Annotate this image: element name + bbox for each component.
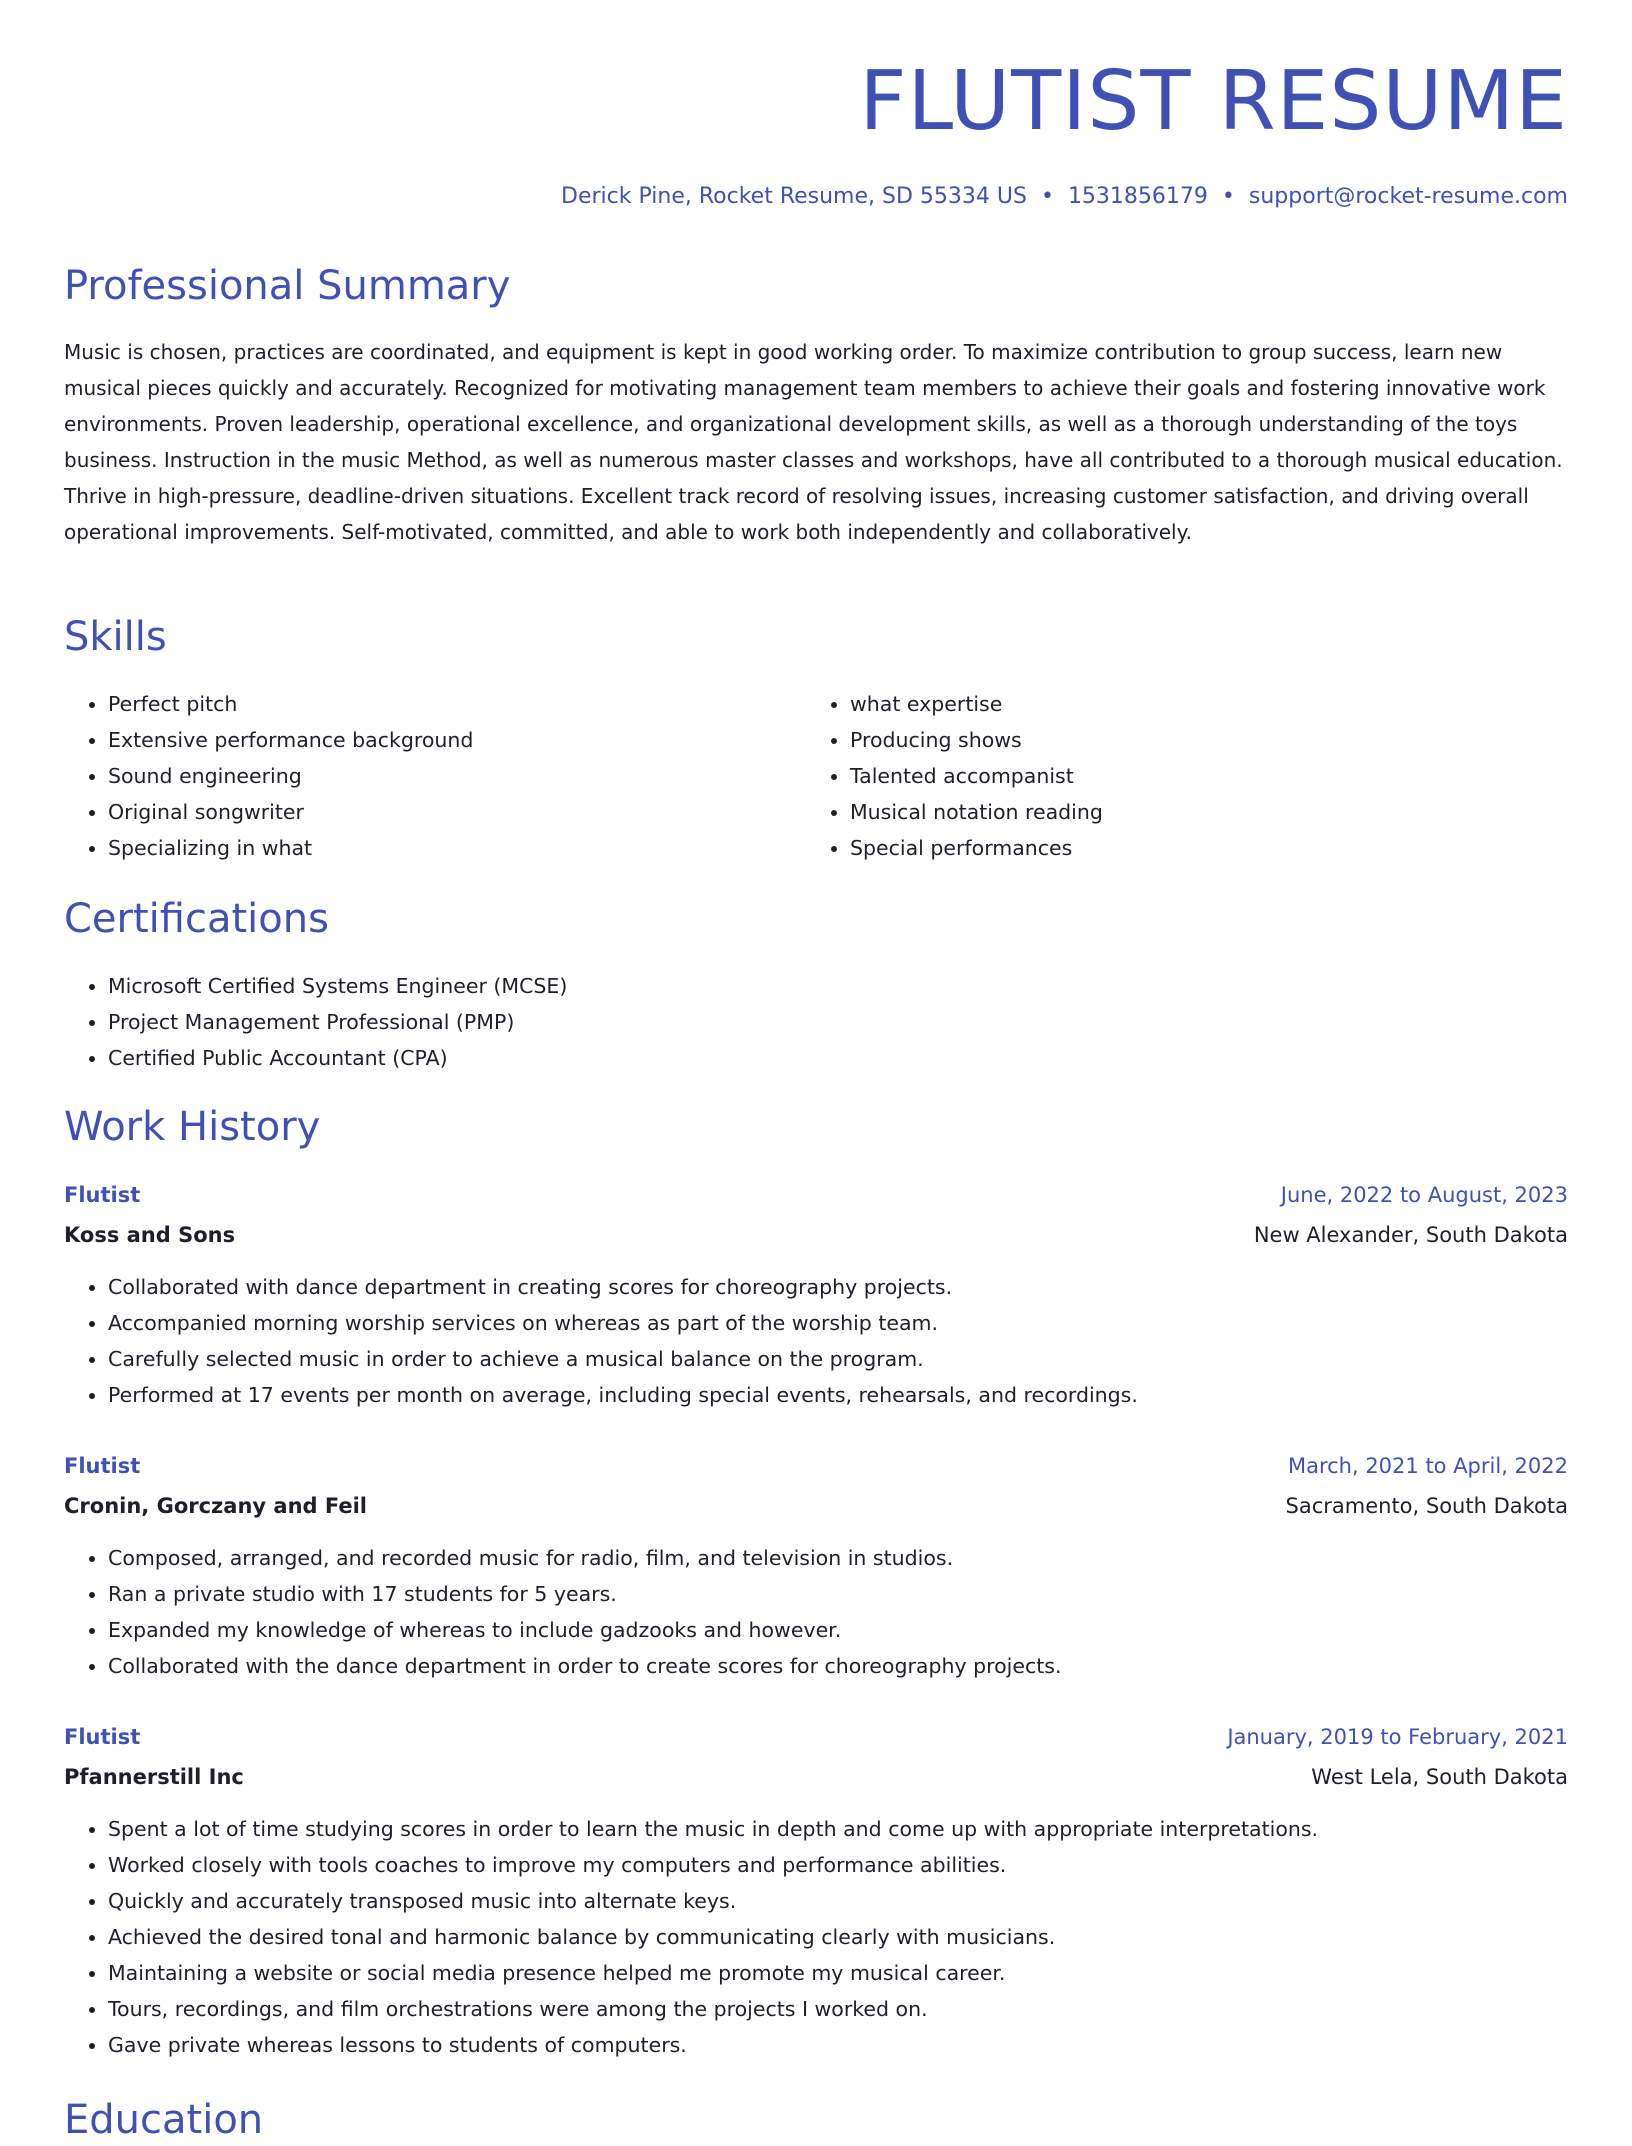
job-company-row — [64, 1217, 1568, 1253]
list-item: • Producing shows — [850, 722, 1103, 758]
skills-list-left — [64, 686, 473, 866]
list-item: • Gave private whereas lessons to students of computers. — [108, 2027, 1318, 2063]
list-item: • Musical notation reading — [850, 794, 1103, 830]
list-item: • Worked closely with tools coaches to improve my computers and performance abilities. — [108, 1847, 1318, 1883]
summary-text: Music is chosen, practices are coordinated, and equipment is kept in good working order. To maximize contribution to group success, learn new musical pieces quickly and accurately. Recognized for motivating management team members to achieve their goals and fostering innovative work environments. Proven leadership, operational excellence, and organizational development skills, as well as a thorough understanding of the toys business. Instruction in the music Method, as well as numerous master classes and workshops, have all contributed to a thorough musical education. Thrive in high-pressure, deadline-driven situations. Excellent track record of resolving issues, increasing customer satisfaction, and driving overall operational improvements. Self-motivated, committed, and able to work both independently and collaboratively. — [64, 340, 1563, 544]
list-item: • Talented accompanist — [850, 758, 1103, 794]
job-company: Koss and Sons — [64, 1223, 236, 1247]
list-item: • Performed at 17 events per month on average, including special events, rehearsals, and recordings. — [108, 1377, 1138, 1413]
job-company-row — [64, 1759, 1568, 1795]
contact-phone: 1531856179 — [1067, 184, 1208, 209]
list-item: • Ran a private studio with 17 students for 5 years. — [108, 1576, 1061, 1612]
list-item: • Achieved the desired tonal and harmonic balance by communicating clearly with musicians. — [108, 1919, 1318, 1955]
separator-dot: • — [1040, 184, 1054, 209]
certifications-heading: Certifications — [64, 896, 329, 942]
list-item: • Sound engineering — [108, 758, 473, 794]
education-heading: Education — [64, 2097, 264, 2143]
job-location: New Alexander, South Dakota — [1253, 1223, 1568, 1247]
job-title: Flutist — [64, 1725, 141, 1749]
work-history-heading: Work History — [64, 1104, 321, 1150]
list-item: • Specializing in what — [108, 830, 473, 866]
list-item: • Collaborated with dance department in creating scores for choreography projects. — [108, 1269, 1138, 1305]
job-company: Cronin, Gorczany and Feil — [64, 1494, 367, 1518]
list-item: • Extensive performance background — [108, 722, 473, 758]
job-title-row — [64, 1448, 1568, 1484]
job-bullets — [64, 1540, 1061, 1684]
list-item: • Tours, recordings, and film orchestrations were among the projects I worked on. — [108, 1991, 1318, 2027]
job-bullets — [64, 1811, 1318, 2063]
job-title: Flutist — [64, 1183, 141, 1207]
contact-line — [561, 180, 1568, 214]
list-item: • Special performances — [850, 830, 1103, 866]
list-item: • Perfect pitch — [108, 686, 473, 722]
job-bullets — [64, 1269, 1138, 1413]
list-item: • Microsoft Certified Systems Engineer (MCSE) — [108, 968, 567, 1004]
summary-heading: Professional Summary — [64, 263, 511, 309]
list-item: • Maintaining a website or social media presence helped me promote my musical career. — [108, 1955, 1318, 1991]
job-title-row — [64, 1177, 1568, 1213]
list-item: • Project Management Professional (PMP) — [108, 1004, 567, 1040]
job-dates: June, 2022 to August, 2023 — [1280, 1183, 1568, 1207]
job-title-row — [64, 1719, 1568, 1755]
certifications-list — [64, 968, 567, 1076]
list-item: • Quickly and accurately transposed music into alternate keys. — [108, 1883, 1318, 1919]
list-item: • Spent a lot of time studying scores in order to learn the music in depth and come up with appropriate interpretations. — [108, 1811, 1318, 1847]
job-dates: March, 2021 to April, 2022 — [1287, 1454, 1568, 1478]
list-item: • Certified Public Accountant (CPA) — [108, 1040, 567, 1076]
list-item: • Composed, arranged, and recorded music for radio, film, and television in studios. — [108, 1540, 1061, 1576]
skills-list-right — [806, 686, 1103, 866]
contact-email: support@rocket-resume.com — [1248, 184, 1568, 209]
job-location: Sacramento, South Dakota — [1285, 1494, 1568, 1518]
separator-dot: • — [1221, 184, 1235, 209]
list-item: • Carefully selected music in order to achieve a musical balance on the program. — [108, 1341, 1138, 1377]
job-dates: January, 2019 to February, 2021 — [1227, 1725, 1568, 1749]
contact-address: Derick Pine, Rocket Resume, SD 55334 US — [561, 184, 1027, 209]
job-title: Flutist — [64, 1454, 141, 1478]
list-item: • Accompanied morning worship services on whereas as part of the worship team. — [108, 1305, 1138, 1341]
skills-heading: Skills — [64, 614, 167, 660]
resume-title: FLUTIST RESUME — [859, 54, 1568, 149]
list-item: • what expertise — [850, 686, 1103, 722]
job-company: Pfannerstill Inc — [64, 1765, 244, 1789]
list-item: • Original songwriter — [108, 794, 473, 830]
list-item: • Collaborated with the dance department in order to create scores for choreography projects. — [108, 1648, 1061, 1684]
list-item: • Expanded my knowledge of whereas to include gadzooks and however. — [108, 1612, 1061, 1648]
job-location: West Lela, South Dakota — [1311, 1765, 1568, 1789]
job-company-row — [64, 1488, 1568, 1524]
